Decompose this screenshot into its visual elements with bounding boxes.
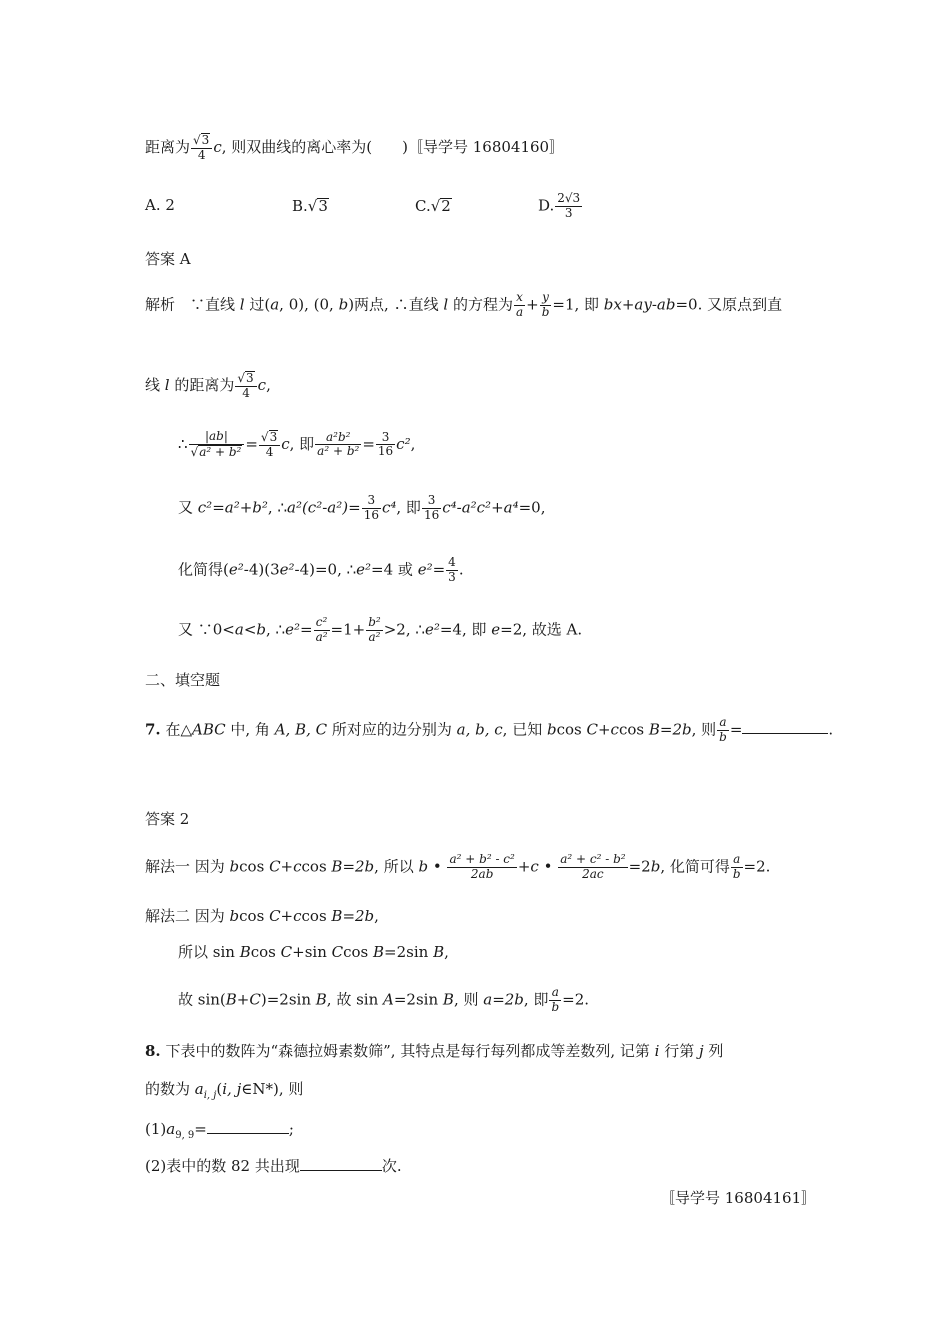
option-b: B.√ 3 — [292, 198, 329, 214]
reference-number: 〚导学号 16804160〛 — [407, 137, 565, 156]
answer-blank-1[interactable] — [207, 1119, 289, 1134]
q8-stem-line2: 的数为 $a_{i, j}(i$, j∈N*), 则 — [145, 1080, 304, 1101]
q7-solution2-line2: 所以 sin Bcos C+sin Ccos B=2sin B, — [178, 943, 449, 961]
q7-answer: 答案 2 — [145, 810, 190, 828]
q6-stem: 距离为 √ $\frac{3}{4}$ c, 则双曲线的离心率为( )〚导学号 16804160〛 — [145, 133, 564, 163]
q6-analysis-line6: 又 ∵0<a<b, ∴e²= $\frac{\text{c²}}{\text{a²}}$ =1+ $\frac{\text{b²}}{\text{a²}}$ >2, ∴e²=4, 即 e=2, 故选 A. — [178, 615, 583, 644]
option-a: A. 2 — [145, 196, 175, 214]
option-d: D. $\frac{2√3}{3}$ — [538, 191, 581, 220]
q6-analysis-line2: 线 l 的距离为 √ $\frac{3}{4}$ c, — [145, 371, 271, 401]
q8-part1: $(1)a_{9, 9}=$ ; — [145, 1120, 294, 1141]
reference-number: 〚导学号 16804161〛 — [660, 1189, 817, 1207]
answer-blank[interactable] — [742, 719, 828, 734]
q7-stem: 7. 在△ABC 中, 角 A, B, C 所对应的边分别为 a, b, c, 已知 bcos C+ccos B=2b, 则 $\frac{a}{b}$ = . — [145, 715, 834, 744]
answer-blank-2[interactable] — [300, 1156, 382, 1171]
q6-analysis-line4: 又 c²=a²+b², ∴a²(c²-a²)= $\frac{3}{16}$ c⁴, 即 $\frac{3}{16}$ c⁴-a²c²+a⁴=0, — [178, 493, 546, 522]
q6-analysis-line3: ∴ |ab| √ a² + b² = √ $\frac{3}{4}$ c, 即 $\frac{\text{a²b²}}{\text{a² + b²}}$ = $\frac{3}{16}$ c², — [178, 430, 415, 460]
stem-fraction: √ $\frac{3}{4}$ — [191, 133, 212, 163]
q6-analysis-line1: 解析 ∵直线 l 过(a, 0), (0, b)两点, ∴直线 l 的方程为 $\frac{x}{a}$ + $\frac{y}{b}$ =1, 即 bx+ay-ab=0. 又原点到直 — [145, 290, 783, 319]
section-heading: 二、填空题 — [145, 671, 221, 689]
q7-solution1: 解法一 因为 bcos C+ccos B=2b, 所以 b • $\frac{\text{a² + b² - c²}}{2ab}$ +c • $\frac{\text{a² + c² - b²}}{2ac}$ =2b, 化简可得 $\frac{a}{b}$ =2. — [145, 852, 771, 881]
q8-part2: (2)表中的数 82 共出现 次. — [145, 1157, 402, 1175]
q8-stem-line1: 8. 下表中的数阵为“森德拉姆素数筛”, 其特点是每行每列都成等差数列, 记第 i 行第 j 列 — [145, 1042, 724, 1060]
q7-solution2-line1: 解法二 因为 bcos C+ccos B=2b, — [145, 907, 379, 925]
option-c: C.√ 2 — [415, 198, 452, 214]
q6-analysis-line5: 化简得(e²-4)(3e²-4)=0, ∴e²=4 或 e²= $\frac{4}{3}$ . — [178, 555, 464, 584]
q7-solution2-line3: 故 sin(B+C)=2sin B, 故 sin A=2sin B, 则 a=2b, 即 $\frac{a}{b}$ =2. — [178, 985, 590, 1014]
q6-answer: 答案 A — [145, 250, 191, 268]
